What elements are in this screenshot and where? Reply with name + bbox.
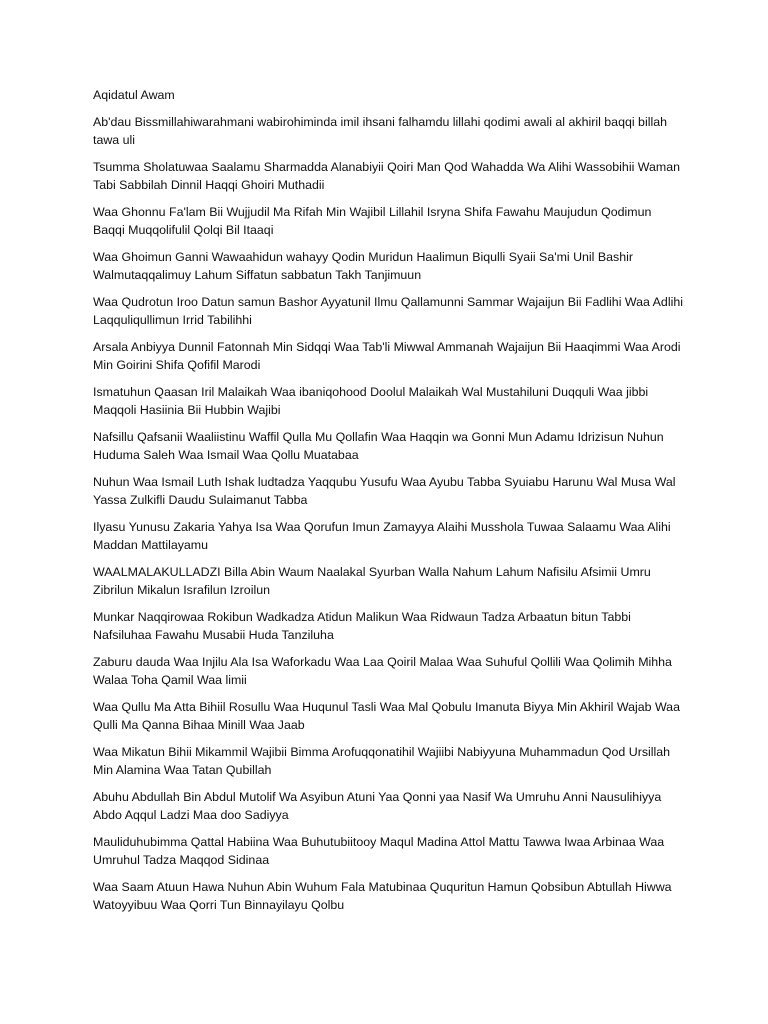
- paragraph: WAALMALAKULLADZI Billa Abin Waum Naalakal Syurban Walla Nahum Lahum Nafisilu Afsimii Umru Zibrilun Mikalun Israfilun Izroilun: [93, 565, 651, 597]
- document-title: Aqidatul Awam: [93, 88, 175, 102]
- paragraph: Zaburu dauda Waa Injilu Ala Isa Waforkadu Waa Laa Qoiril Malaa Waa Suhuful Qollili Waa Qolimih Mihha Walaa Toha Qamil Waa limii: [93, 655, 672, 687]
- paragraph: Munkar Naqqirowaa Rokibun Wadkadza Atidun Malikun Waa Ridwaun Tadza Arbaatun bitun Tabbi Nafsiluhaa Fawahu Musabii Huda Tanziluha: [93, 610, 631, 642]
- paragraph: Ab'dau Bissmillahiwarahmani wabirohiminda imil ihsani falhamdu lillahi qodimi awali al akhiril baqqi billah tawa uli: [93, 115, 667, 147]
- paragraph: Ismatuhun Qaasan Iril Malaikah Waa ibaniqohood Doolul Malaikah Wal Mustahiluni Duqquli Waa jibbi Maqqoli Hasiinia Bii Hubbin Wajibi: [93, 385, 649, 417]
- paragraph: Abuhu Abdullah Bin Abdul Mutolif Wa Asyibun Atuni Yaa Qonni yaa Nasif Wa Umruhu Anni Nausulihiyya Abdo Aqqul Ladzi Maa doo Sadiyya: [93, 790, 662, 822]
- paragraph: Waa Ghoimun Ganni Wawaahidun wahayy Qodin Muridun Haalimun Biqulli Syaii Sa'mi Unil Bashir Walmutaqqalimuy Lahum Siffatun sabbatun Takh Tanjimuun: [93, 250, 633, 282]
- paragraph: Arsala Anbiyya Dunnil Fatonnah Min Sidqqi Waa Tab'li Miwwal Ammanah Wajaijun Bii Haaqimmi Waa Arodi Min Goirini Shifa Qofifil Marodi: [93, 340, 681, 372]
- paragraph: Mauliduhubimma Qattal Habiina Waa Buhutubiitooy Maqul Madina Attol Mattu Tawwa Iwaa Arbinaa Waa Umruhul Tadza Maqqod Sidinaa: [93, 835, 665, 867]
- paragraph: Ilyasu Yunusu Zakaria Yahya Isa Waa Qorufun Imun Zamayya Alaihi Musshola Tuwaa Salaamu Waa Alihi Maddan Mattilayamu: [93, 520, 671, 552]
- paragraph: Tsumma Sholatuwaa Saalamu Sharmadda Alanabiyii Qoiri Man Qod Wahadda Wa Alihi Wassobihii Waman Tabi Sabbilah Dinnil Haqqi Ghoiri Muthadii: [93, 160, 680, 192]
- paragraph: Waa Mikatun Bihii Mikammil Wajibii Bimma Arofuqqonatihil Wajiibi Nabiyyuna Muhammadun Qod Ursillah Min Alamina Waa Tatan Qubillah: [93, 745, 671, 777]
- paragraph: Nafsillu Qafsanii Waaliistinu Waffil Qulla Mu Qollafin Waa Haqqin wa Gonni Mun Adamu Idrizisun Nuhun Huduma Saleh Waa Ismail Waa Qollu Muatabaa: [93, 430, 664, 462]
- paragraph: Waa Saam Atuun Hawa Nuhun Abin Wuhum Fala Matubinaa Ququritun Hamun Qobsibun Abtullah Hiwwa Watoyyibuu Waa Qorri Tun Binnayilayu Qolbu: [93, 880, 672, 912]
- paragraph: Waa Qullu Ma Atta Bihiil Rosullu Waa Huqunul Tasli Waa Mal Qobulu Imanuta Biyya Min Akhiril Wajab Waa Qulli Ma Qanna Bihaa Minill Waa Jaab: [93, 700, 680, 732]
- document-body: [93, 86, 683, 923]
- paragraph: Waa Ghonnu Fa'lam Bii Wujjudil Ma Rifah Min Wajibil Lillahil Isryna Shifa Fawahu Maujudun Qodimun Baqqi Muqqolifulil Qolqi Bil Itaaqi: [93, 205, 652, 237]
- paragraph: Nuhun Waa Ismail Luth Ishak ludtadza Yaqqubu Yusufu Waa Ayubu Tabba Syuiabu Harunu Wal Musa Wal Yassa Zulkifli Daudu Sulaimanut Tabba: [93, 475, 676, 507]
- paragraph: Waa Qudrotun Iroo Datun samun Bashor Ayyatunil Ilmu Qallamunni Sammar Wajaijun Bii Fadlihi Waa Adlihi Laqquliqullimun Irrid Tabilihhi: [93, 295, 683, 327]
